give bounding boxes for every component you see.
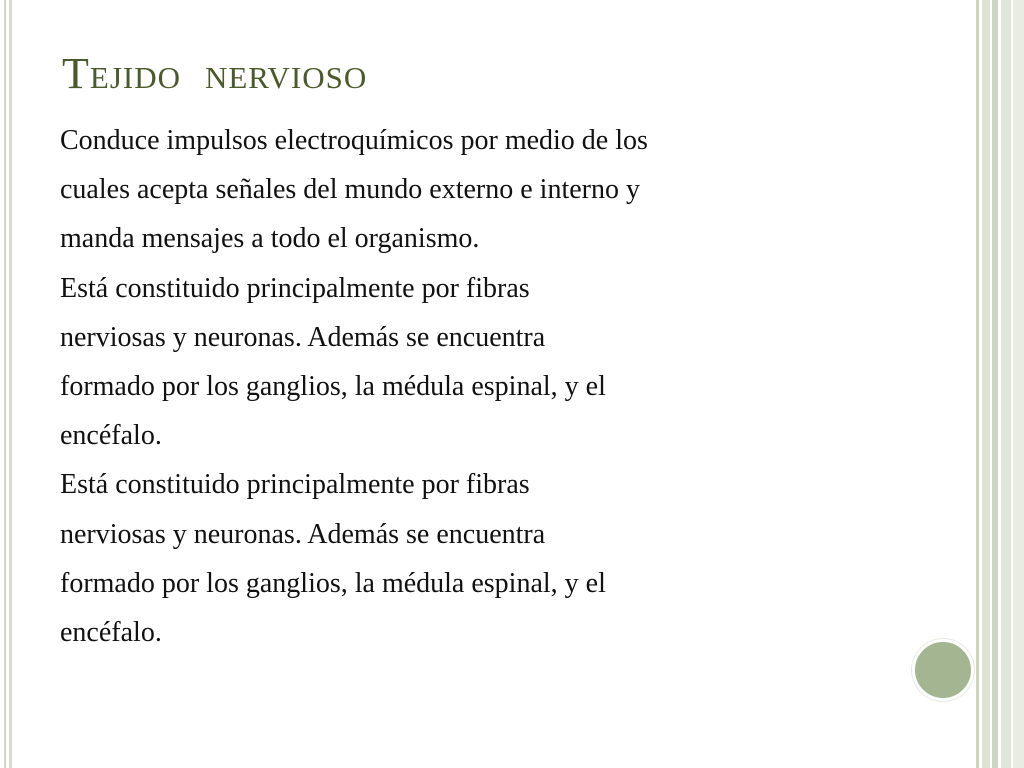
body-line: Está constituido principalmente por fibras [60, 272, 530, 304]
decorative-circle [912, 639, 974, 701]
body-line: nerviosas y neuronas. Además se encuentra [60, 518, 546, 550]
body-line: manda mensajes a todo el organismo. [60, 223, 480, 255]
slide-body [60, 116, 900, 657]
slide-title: Tejido nervioso [62, 49, 368, 98]
body-line: Está constituido principalmente por fibras [60, 469, 530, 501]
right-stripe-decoration [976, 0, 1024, 768]
body-line: encéfalo. [60, 617, 162, 649]
left-border-decoration [0, 0, 12, 768]
body-line: encéfalo. [60, 420, 162, 452]
body-line: cuales acepta señales del mundo externo e interno y [60, 174, 640, 206]
body-line: formado por los ganglios, la médula espinal, y el [60, 567, 606, 599]
body-line: nerviosas y neuronas. Además se encuentra [60, 321, 546, 353]
body-line: formado por los ganglios, la médula espinal, y el [60, 371, 606, 403]
body-line: Conduce impulsos electroquímicos por medio de los [60, 125, 648, 156]
